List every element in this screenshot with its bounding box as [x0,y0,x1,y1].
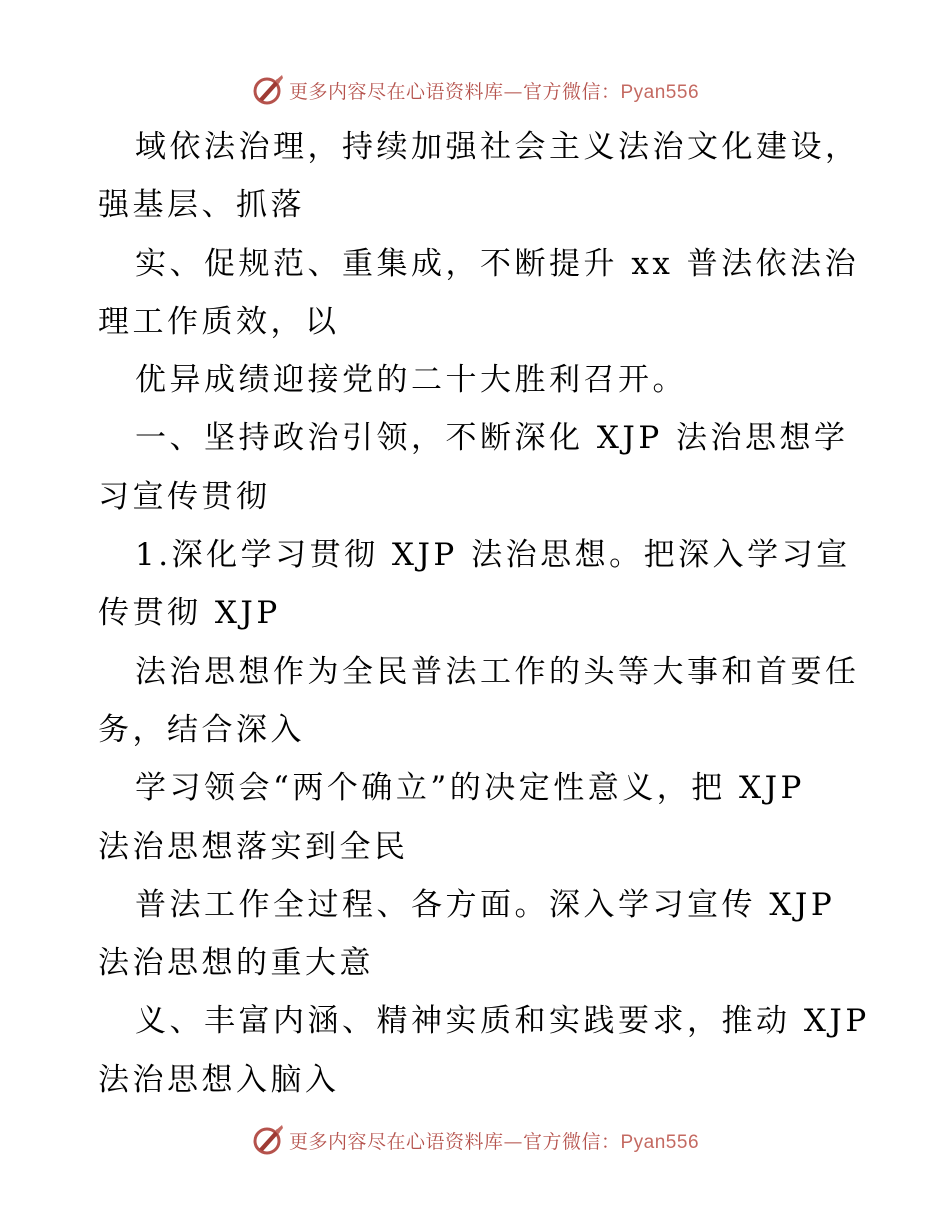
text-line: 法治思想入脑入 [98,1061,340,1098]
watermark-text: 更多内容尽在心语资料库—官方微信：Pyan556 [288,1130,700,1153]
header-watermark [0,70,950,110]
text-line: 理工作质效，以 [98,303,340,340]
text-line: 法治思想的重大意 [98,945,374,982]
watermark-text: 更多内容尽在心语资料库—官方微信：Pyan556 [288,80,700,103]
text-line: 法治思想落实到全民 [98,828,409,865]
text-line: 务，结合深入 [98,711,305,748]
document-body [98,118,888,1109]
text-line: 义、丰富内涵、精神实质和实践要求，推动 XJP [135,1003,870,1040]
section-heading-cont: 习宣传贯彻 [98,478,271,515]
section-heading: 一、坚持政治引领，不断深化 XJP 法治思想学 [135,420,849,457]
text-line: 域依法治理，持续加强社会主义法治文化建设， [135,129,860,165]
text-line: 普法工作全过程、各方面。深入学习宣传 XJP [135,886,836,923]
quill-pen-logo-icon [251,73,285,107]
text-line: 法治思想作为全民普法工作的头等大事和首要任 [135,653,860,690]
quill-pen-logo-icon [251,1123,285,1157]
text-line: 传贯彻 XJP [98,595,281,632]
footer-watermark [0,1120,950,1160]
subsection-heading: 1.深化学习贯彻 XJP 法治思想。把深入学习宣 [135,537,851,574]
text-line: 实、促规范、重集成，不断提升 xx 普法依法治 [135,245,860,282]
text-line: 学习领会“两个确立”的决定性意义，把 XJP [135,770,805,807]
text-line: 优异成绩迎接党的二十大胜利召开。 [135,362,687,399]
text-line: 强基层、抓落 [98,187,305,224]
